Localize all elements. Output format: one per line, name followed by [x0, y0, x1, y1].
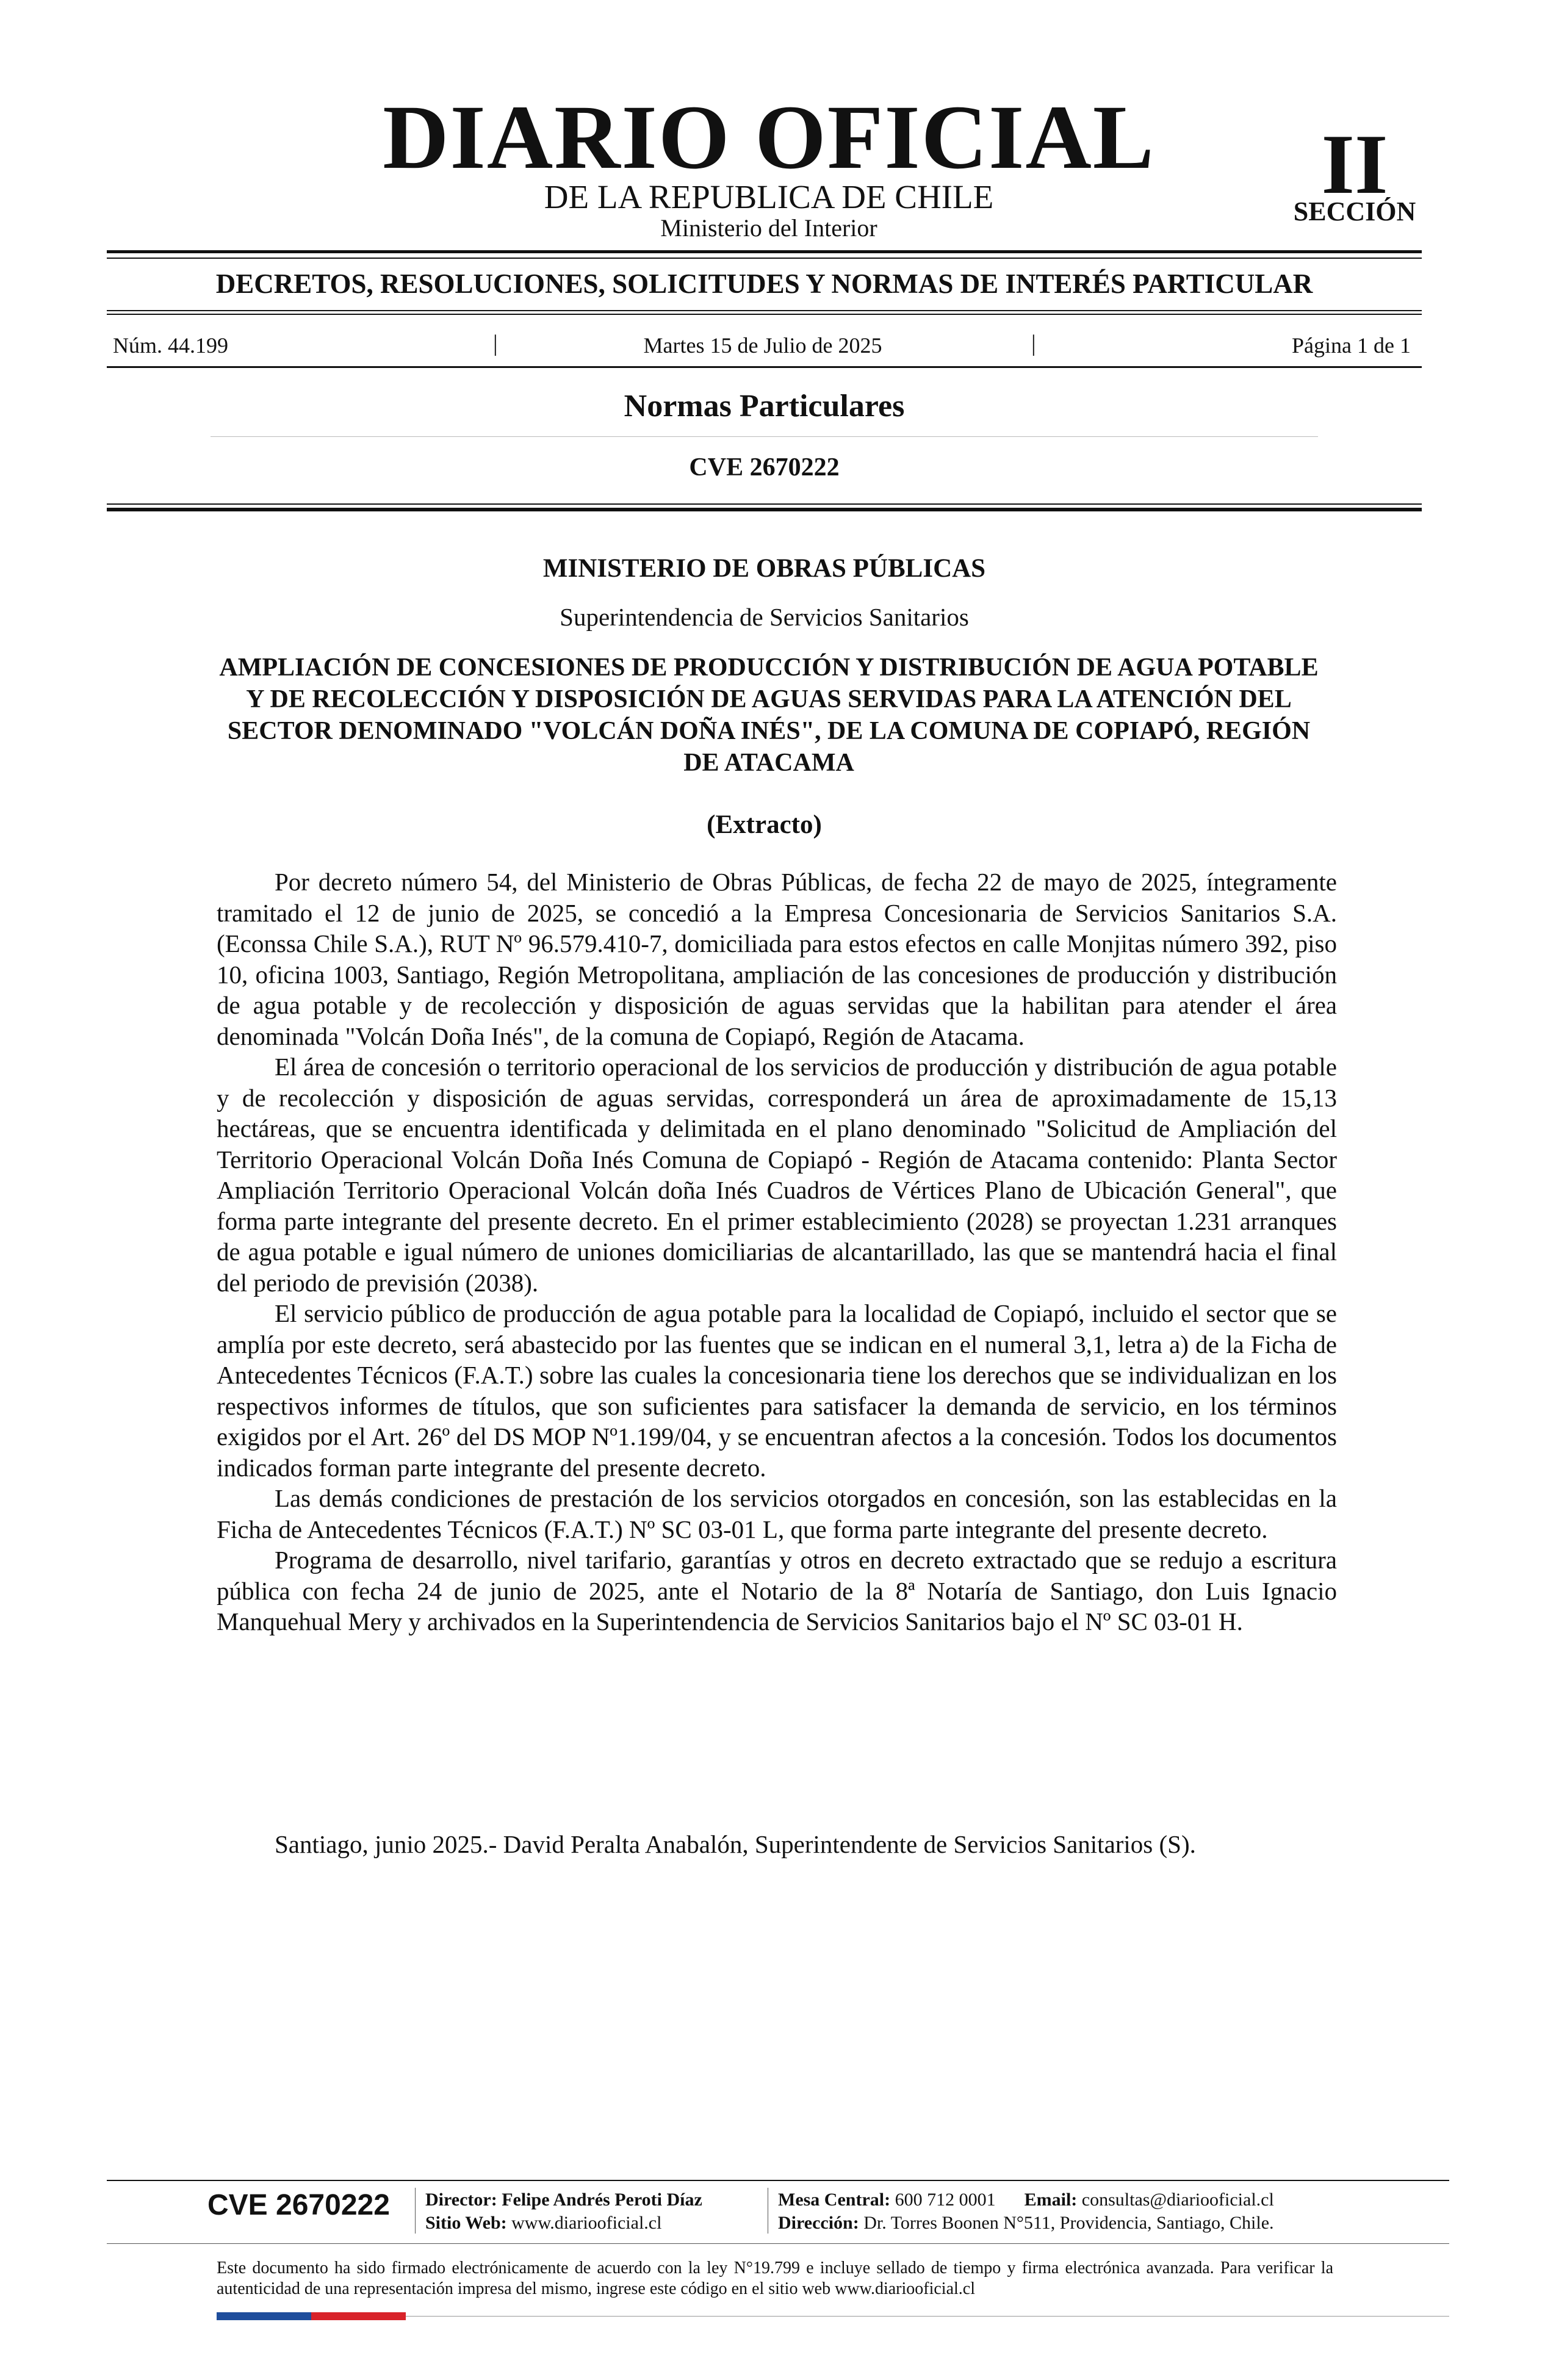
decree-title: AMPLIACIÓN DE CONCESIONES DE PRODUCCIÓN Y DISTRIBUCIÓN DE AGUA POTABLE Y DE RECOLECCIÓN Y DISPOSICIÓN DE AGUAS SERVIDAS PARA LA ATENCIÓN DEL SECTOR DENOMINADO "VOLCÁN DOÑA INÉS", DE LA COMUNA DE COPIAPÓ, REGIÓN DE ATACAMA	[219, 654, 1319, 777]
masthead-rule-bottom	[107, 258, 1422, 259]
masthead-ministry: Ministerio del Interior	[660, 214, 877, 242]
footer-cve: CVE 2670222	[207, 2189, 390, 2221]
address-text: Dr. Torres Boonen N°511, Providencia, Santiago, Chile.	[863, 2213, 1274, 2233]
footer-director	[425, 2191, 702, 2209]
flag-blue-segment	[217, 2312, 311, 2320]
section-heading: Normas Particulares	[624, 389, 905, 424]
cve-code: CVE 2670222	[689, 453, 840, 481]
section-numeral: II	[1321, 117, 1388, 212]
header-rule-thick	[107, 508, 1422, 511]
phone-number: 600 712 0001	[895, 2190, 996, 2210]
flag-red-segment	[311, 2312, 406, 2320]
email-link[interactable]: consultas@diariooficial.cl	[1081, 2190, 1274, 2210]
signature-line: Santiago, junio 2025.- David Peralta Anabalón, Superintendente de Servicios Sanitarios (S).	[275, 1830, 1196, 1858]
section-label: SECCIÓN	[1293, 197, 1416, 226]
paragraph: El servicio público de producción de agua potable para la localidad de Copiapó, incluido el sector que se amplía por este decreto, será abastecido por las fuentes que se indican en el numeral 3,1, letra a) de la Ficha de Antecedentes Técnicos (F.A.T.) sobre las cuales la concesionaria tiene los derechos que se individualizan en los respectivos informes de títulos, que son suficientes para satisfacer la demanda de servicio, en los términos exigidos por el Art. 26º del DS MOP Nº1.199/04, y se encuentran afectos a la concesión. Todos los documentos indicados forman parte integrante del presente decreto.	[217, 1299, 1337, 1482]
category-title: DECRETOS, RESOLUCIONES, SOLICITUDES Y NORMAS DE INTERÉS PARTICULAR	[215, 269, 1313, 299]
footer-divider	[415, 2188, 416, 2234]
issue-separator: |	[493, 331, 498, 356]
website-label: Sitio Web:	[425, 2213, 507, 2233]
extract-label: (Extracto)	[707, 810, 822, 839]
flag-color-bar	[217, 2312, 406, 2320]
ministry-heading: MINISTERIO DE OBRAS PÚBLICAS	[542, 554, 986, 583]
address-label: Dirección:	[778, 2213, 859, 2233]
footer-rule-middle	[107, 2243, 1449, 2244]
footer-address	[778, 2214, 1274, 2232]
paragraph: Las demás condiciones de prestación de los servicios otorgados en concesión, son las establecidas en la Ficha de Antecedentes Técnicos (F.A.T.) Nº SC 03-01 L, que forma parte integrante del presente decreto.	[217, 1484, 1337, 1543]
paragraph: Por decreto número 54, del Ministerio de Obras Públicas, de fecha 22 de mayo de 2025, íntegramente tramitado el 12 de junio de 2025, se concedió a la Empresa Concesionaria de Servicios Sanitarios S.A. (Econssa Chile S.A.), RUT Nº 96.579.410-7, domiciliada para estos efectos en calle Monjitas número 392, piso 10, oficina 1003, Santiago, Región Metropolitana, ampliación de las concesiones de producción y distribución de agua potable y de recolección y disposición de aguas servidas que la habilitan para atender el área denominada "Volcán Doña Inés", de la comuna de Copiapó, Región de Atacama.	[217, 868, 1337, 1050]
masthead-title: DIARIO OFICIAL	[383, 87, 1155, 188]
email-label: Email:	[1024, 2190, 1078, 2210]
footer-contact	[778, 2191, 1274, 2209]
section-heading-rule	[211, 436, 1318, 437]
footer-rule-top	[107, 2180, 1449, 2181]
footer-disclaimer: Este documento ha sido firmado electrónicamente de acuerdo con la ley N°19.799 e incluye sellado de tiempo y firma electrónica avanzada. Para verificar la autenticidad de una representación impresa del mismo, ingrese este código en el sitio web www.diariooficial.cl	[217, 2259, 1333, 2298]
category-rule-top	[107, 310, 1422, 311]
masthead-subtitle: DE LA REPUBLICA DE CHILE	[544, 178, 994, 215]
director-name: Felipe Andrés Peroti Díaz	[502, 2190, 702, 2210]
decree-body	[217, 867, 1337, 1637]
paragraph: El área de concesión o territorio operacional de los servicios de producción y distribución de agua potable y de recolección y disposición de aguas servidas, corresponderá un área de aproximadamente de 15,13 hectáreas, que se encuentra identificada y delimitada en el plano denominado "Solicitud de Ampliación del Territorio Operacional Volcán Doña Inés Comuna de Copiapó - Región de Atacama contenido: Planta Sector Ampliación Territorio Operacional Volcán doña Inés Cuadros de Vértices Plano de Ubicación General", que forma parte integrante del presente decreto. En el primer establecimiento (2028) se proyectan 1.231 arranques de agua potable e igual número de uniones domiciliarias de alcantarillado, las que se mantendrá hacia el final del periodo de previsión (2038).	[217, 1053, 1337, 1297]
footer-website	[425, 2214, 661, 2232]
category-rule-bottom	[107, 314, 1422, 315]
masthead-rule-top	[107, 250, 1422, 253]
director-label: Director:	[425, 2190, 497, 2210]
phone-label: Mesa Central:	[778, 2190, 891, 2210]
paragraph: Programa de desarrollo, nivel tarifario, garantías y otros en decreto extractado que se redujo a escritura pública con fecha 24 de junio de 2025, ante el Notario de la 8ª Notaría de Santiago, don Luis Ignacio Manquehual Mery y archivados en la Superintendencia de Servicios Sanitarios bajo el Nº SC 03-01 H.	[217, 1546, 1337, 1635]
footer-rule-bottom	[406, 2316, 1449, 2317]
issue-page: Página 1 de 1	[1292, 333, 1411, 358]
website-link[interactable]: www.diariooficial.cl	[511, 2213, 662, 2233]
issue-date: Martes 15 de Julio de 2025	[643, 333, 882, 358]
agency-name: Superintendencia de Servicios Sanitarios	[560, 603, 969, 631]
issue-number: Núm. 44.199	[113, 333, 228, 358]
issue-separator: |	[1031, 331, 1036, 356]
header-rule-thin	[107, 503, 1422, 505]
issue-rule	[107, 366, 1422, 368]
